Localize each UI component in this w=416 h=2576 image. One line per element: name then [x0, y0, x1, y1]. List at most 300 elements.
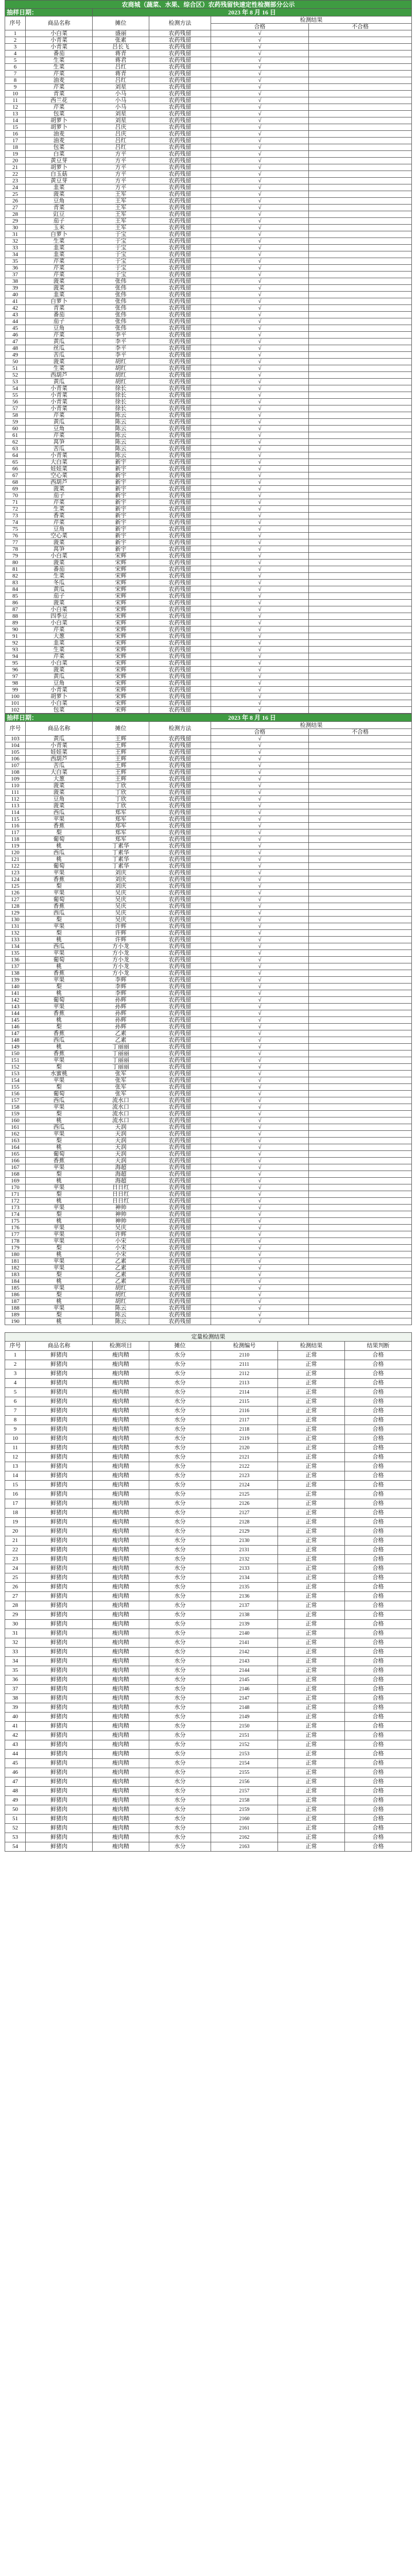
fail-mark: [309, 245, 412, 251]
col-header-no: 序号: [5, 722, 26, 736]
test-method: 农药残留: [149, 44, 211, 50]
table-row: [5, 1278, 412, 1285]
pass-mark: √: [211, 539, 309, 546]
quantitative-section-title: 定量检测结果: [5, 1333, 412, 1342]
table-row: [5, 499, 412, 506]
row-number: 33: [5, 245, 26, 251]
stall-name: 吕红: [93, 77, 149, 84]
row-number: 117: [5, 829, 26, 836]
fail-mark: [309, 593, 412, 600]
pass-mark: √: [211, 1097, 309, 1104]
fail-mark: [309, 977, 412, 984]
stall-name: 水分: [149, 1796, 211, 1805]
stall-name: 郑军: [93, 829, 149, 836]
test-method: 农药残留: [149, 1057, 211, 1064]
stall-name: 水分: [149, 1666, 211, 1675]
product-name: 桃: [26, 990, 93, 997]
test-method: 农药残留: [149, 1024, 211, 1030]
sample-number: 2135: [211, 1583, 278, 1592]
product-name: 油麦: [26, 131, 93, 138]
table-row: [5, 305, 412, 312]
stall-name: 水分: [149, 1481, 211, 1490]
row-number: 32: [5, 1638, 26, 1648]
product-name: 菠菜: [26, 539, 93, 546]
fail-mark: [309, 318, 412, 325]
stall-name: 胡红: [93, 379, 149, 385]
product-name: 葡萄: [26, 1091, 93, 1097]
stall-name: 王辉: [93, 776, 149, 783]
pass-mark: √: [211, 640, 309, 647]
sampling-date-label: 抽样日期：: [5, 9, 93, 16]
table-row: [5, 151, 412, 158]
pass-mark: √: [211, 412, 309, 419]
table-row: [5, 923, 412, 930]
stall-name: 小马: [93, 104, 149, 111]
product-name: 梨: [26, 1272, 93, 1278]
pass-mark: √: [211, 606, 309, 613]
pass-mark: √: [211, 446, 309, 452]
stall-name: 宋辉: [93, 680, 149, 687]
product-name: 菠菜: [26, 803, 93, 809]
stall-name: 陈云: [93, 1305, 149, 1312]
table-row: [5, 984, 412, 990]
table-row: [5, 680, 412, 687]
col-header-name: 商品名称: [26, 16, 93, 30]
stall-name: 水分: [149, 1425, 211, 1434]
result-judgement: 合格: [345, 1638, 412, 1648]
fail-mark: [309, 1017, 412, 1024]
test-method: 农药残留: [149, 606, 211, 613]
test-result: 正常: [278, 1444, 345, 1453]
pass-mark: √: [211, 896, 309, 903]
test-method: 农药残留: [149, 776, 211, 783]
test-method: 农药残留: [149, 365, 211, 372]
stall-name: 吕红: [93, 138, 149, 144]
stall-name: 丁丽丽: [93, 1044, 149, 1050]
row-number: 36: [5, 1675, 26, 1685]
row-number: 162: [5, 1131, 26, 1138]
fail-mark: [309, 312, 412, 318]
test-method: 农药残留: [149, 37, 211, 44]
stall-name: 神帅: [93, 1218, 149, 1225]
table-row: [5, 1675, 412, 1685]
fail-mark: [309, 97, 412, 104]
row-number: 83: [5, 580, 26, 586]
product-name: 莴笋: [26, 439, 93, 446]
test-method: 农药残留: [149, 238, 211, 245]
row-number: 115: [5, 816, 26, 823]
pass-mark: √: [211, 1292, 309, 1298]
test-item: 瘦肉精: [93, 1666, 149, 1675]
row-number: 100: [5, 693, 26, 700]
product-name: 胡萝卜: [26, 164, 93, 171]
table-row: [5, 963, 412, 970]
pass-mark: √: [211, 305, 309, 312]
stall-name: 水分: [149, 1573, 211, 1583]
product-name: 苹果: [26, 870, 93, 876]
test-result: 正常: [278, 1638, 345, 1648]
test-method: 农药残留: [149, 809, 211, 816]
table-row: [5, 1713, 412, 1722]
test-method: 农药残留: [149, 546, 211, 553]
row-number: 177: [5, 1231, 26, 1238]
row-number: 150: [5, 1050, 26, 1057]
test-result: 正常: [278, 1564, 345, 1573]
pass-mark: √: [211, 560, 309, 566]
test-method: 农药残留: [149, 184, 211, 191]
row-number: 18: [5, 1509, 26, 1518]
stall-name: 水分: [149, 1722, 211, 1731]
stall-name: 水分: [149, 1453, 211, 1462]
col-header-sample: 检测编号: [211, 1342, 278, 1351]
row-number: 158: [5, 1104, 26, 1111]
fail-mark: [309, 64, 412, 71]
pass-mark: √: [211, 1144, 309, 1151]
row-number: 54: [5, 1842, 26, 1852]
fail-mark: [309, 660, 412, 667]
row-number: 174: [5, 1211, 26, 1218]
pass-mark: √: [211, 459, 309, 466]
fail-mark: [309, 285, 412, 292]
table-row: [5, 580, 412, 586]
fail-mark: [309, 164, 412, 171]
test-result: 正常: [278, 1453, 345, 1462]
table-row: [5, 1444, 412, 1453]
pass-mark: √: [211, 1084, 309, 1091]
fail-mark: [309, 392, 412, 399]
fail-mark: [309, 580, 412, 586]
table-row: [5, 1601, 412, 1611]
fail-mark: [309, 1104, 412, 1111]
row-number: 69: [5, 486, 26, 493]
row-number: 40: [5, 1713, 26, 1722]
fail-mark: [309, 653, 412, 660]
test-method: 农药残留: [149, 426, 211, 432]
test-item: 瘦肉精: [93, 1351, 149, 1360]
product-name: 桃: [26, 1278, 93, 1285]
test-method: 农药残留: [149, 486, 211, 493]
product-name: 生菜: [26, 57, 93, 64]
table-row: [5, 1583, 412, 1592]
table-row: [5, 930, 412, 937]
test-result: 正常: [278, 1546, 345, 1555]
stall-name: 新宇: [93, 519, 149, 526]
test-method: 农药残留: [149, 580, 211, 586]
table-row: [5, 1245, 412, 1251]
table-row: [5, 71, 412, 77]
stall-name: 天润: [93, 1158, 149, 1164]
test-method: 农药残留: [149, 158, 211, 164]
fail-mark: [309, 71, 412, 77]
sample-number: 2147: [211, 1694, 278, 1703]
product-name: 鲜猪肉: [26, 1722, 93, 1731]
test-result: 正常: [278, 1824, 345, 1833]
fail-mark: [309, 539, 412, 546]
result-judgement: 合格: [345, 1481, 412, 1490]
test-method: 农药残留: [149, 1017, 211, 1024]
test-method: 农药残留: [149, 1091, 211, 1097]
stall-name: 宋辉: [93, 566, 149, 573]
pass-mark: √: [211, 151, 309, 158]
pass-mark: √: [211, 1091, 309, 1097]
test-method: 农药残留: [149, 479, 211, 486]
stall-name: 新宇: [93, 513, 149, 519]
product-name: 桃: [26, 1117, 93, 1124]
table-row: [5, 977, 412, 984]
result-judgement: 合格: [345, 1722, 412, 1731]
pass-mark: √: [211, 104, 309, 111]
pass-mark: √: [211, 452, 309, 459]
test-method: 农药残留: [149, 352, 211, 359]
fail-mark: [309, 104, 412, 111]
pass-mark: √: [211, 997, 309, 1004]
product-name: 菠菜: [26, 783, 93, 789]
pass-mark: √: [211, 439, 309, 446]
row-number: 12: [5, 104, 26, 111]
result-judgement: 合格: [345, 1805, 412, 1815]
table-row: [5, 184, 412, 191]
test-item: 瘦肉精: [93, 1527, 149, 1536]
fail-mark: [309, 1138, 412, 1144]
fail-mark: [309, 472, 412, 479]
result-judgement: 合格: [345, 1657, 412, 1666]
row-number: 103: [5, 736, 26, 742]
row-number: 50: [5, 359, 26, 365]
test-item: 瘦肉精: [93, 1518, 149, 1527]
pass-mark: √: [211, 1044, 309, 1050]
test-method: 农药残留: [149, 519, 211, 526]
fail-mark: [309, 1124, 412, 1131]
row-number: 12: [5, 1453, 26, 1462]
pass-mark: √: [211, 533, 309, 539]
row-number: 141: [5, 990, 26, 997]
result-judgement: 合格: [345, 1620, 412, 1629]
pass-mark: √: [211, 984, 309, 990]
stall-name: 新宇: [93, 486, 149, 493]
result-judgement: 合格: [345, 1740, 412, 1750]
row-number: 137: [5, 963, 26, 970]
test-result: 正常: [278, 1527, 345, 1536]
test-result: 正常: [278, 1360, 345, 1369]
test-method: 农药残留: [149, 225, 211, 231]
product-name: 鲜猪肉: [26, 1527, 93, 1536]
test-method: 农药残留: [149, 245, 211, 251]
test-method: 农药残留: [149, 796, 211, 803]
fail-mark: [309, 419, 412, 426]
fail-mark: [309, 1111, 412, 1117]
table-row: [5, 1703, 412, 1713]
row-number: 124: [5, 876, 26, 883]
sample-number: 2152: [211, 1740, 278, 1750]
pass-mark: √: [211, 238, 309, 245]
product-name: 生菜: [26, 365, 93, 372]
stall-name: 宋辉: [93, 700, 149, 707]
product-name: 鲜猪肉: [26, 1583, 93, 1592]
pass-mark: √: [211, 1024, 309, 1030]
table-row: [5, 769, 412, 776]
row-number: 82: [5, 573, 26, 580]
stall-name: 水分: [149, 1842, 211, 1852]
product-name: 茄子: [26, 318, 93, 325]
stall-name: 张伟: [93, 285, 149, 292]
test-method: 农药残留: [149, 1198, 211, 1205]
row-number: 118: [5, 836, 26, 843]
stall-name: 水分: [149, 1471, 211, 1481]
table-row: [5, 1010, 412, 1017]
product-name: 鲜猪肉: [26, 1453, 93, 1462]
table-row: [5, 325, 412, 332]
pass-mark: √: [211, 1124, 309, 1131]
table-row: [5, 265, 412, 272]
fail-mark: [309, 30, 412, 37]
stall-name: 孙辉: [93, 1017, 149, 1024]
row-number: 27: [5, 205, 26, 211]
pass-mark: √: [211, 1231, 309, 1238]
stall-name: 张伟: [93, 312, 149, 318]
col-header-fail: 不合格: [309, 729, 412, 736]
table-row: [5, 365, 412, 372]
row-number: 13: [5, 1462, 26, 1471]
table-row: [5, 566, 412, 573]
test-method: 农药残留: [149, 539, 211, 546]
result-judgement: 合格: [345, 1471, 412, 1481]
stall-name: 张伟: [93, 278, 149, 285]
stall-name: 徐长: [93, 392, 149, 399]
row-number: 89: [5, 620, 26, 626]
result-judgement: 合格: [345, 1564, 412, 1573]
pass-mark: √: [211, 917, 309, 923]
fail-mark: [309, 44, 412, 50]
sample-number: 2158: [211, 1796, 278, 1805]
test-method: 农药残留: [149, 1251, 211, 1258]
pass-mark: √: [211, 379, 309, 385]
pass-mark: √: [211, 124, 309, 131]
stall-name: 水分: [149, 1369, 211, 1379]
table-row: [5, 171, 412, 178]
row-number: 54: [5, 385, 26, 392]
fail-mark: [309, 1205, 412, 1211]
fail-mark: [309, 292, 412, 298]
stall-name: 新宇: [93, 546, 149, 553]
row-number: 17: [5, 138, 26, 144]
table-row: [5, 1218, 412, 1225]
result-judgement: 合格: [345, 1490, 412, 1499]
pass-mark: √: [211, 1184, 309, 1191]
stall-name: 水分: [149, 1833, 211, 1842]
row-number: 31: [5, 231, 26, 238]
pass-mark: √: [211, 1117, 309, 1124]
sample-number: 2114: [211, 1388, 278, 1397]
row-number: 91: [5, 633, 26, 640]
table-row: [5, 620, 412, 626]
product-name: 鲜猪肉: [26, 1611, 93, 1620]
table-row: [5, 1091, 412, 1097]
table-row: [5, 843, 412, 850]
product-name: 桃: [26, 937, 93, 943]
product-name: 桃: [26, 1298, 93, 1305]
test-item: 瘦肉精: [93, 1499, 149, 1509]
table-row: [5, 1416, 412, 1425]
test-method: 农药残留: [149, 318, 211, 325]
row-number: 38: [5, 1694, 26, 1703]
test-method: 农药残留: [149, 816, 211, 823]
pass-mark: √: [211, 91, 309, 97]
table-row: [5, 359, 412, 365]
fail-mark: [309, 1298, 412, 1305]
row-number: 10: [5, 1434, 26, 1444]
table-row: [5, 1796, 412, 1805]
test-item: 瘦肉精: [93, 1462, 149, 1471]
row-number: 159: [5, 1111, 26, 1117]
fail-mark: [309, 452, 412, 459]
product-name: 芹菜: [26, 71, 93, 77]
product-name: 生菜: [26, 238, 93, 245]
stall-name: 天润: [93, 1124, 149, 1131]
fail-mark: [309, 211, 412, 218]
table-row: [5, 111, 412, 117]
pass-mark: √: [211, 783, 309, 789]
product-name: 鲜猪肉: [26, 1406, 93, 1416]
test-item: 瘦肉精: [93, 1564, 149, 1573]
test-item: 瘦肉精: [93, 1573, 149, 1583]
table-row: [5, 789, 412, 796]
row-number: 149: [5, 1044, 26, 1050]
fail-mark: [309, 158, 412, 164]
table-row: [5, 506, 412, 513]
stall-name: 宋辉: [93, 653, 149, 660]
table-row: [5, 613, 412, 620]
test-method: 农药残留: [149, 742, 211, 749]
fail-mark: [309, 843, 412, 850]
row-number: 127: [5, 896, 26, 903]
fail-mark: [309, 984, 412, 990]
sample-number: 2118: [211, 1425, 278, 1434]
product-name: 西葫芦: [26, 756, 93, 762]
table-row: [5, 1151, 412, 1158]
sample-number: 2146: [211, 1685, 278, 1694]
product-name: 小青菜: [26, 742, 93, 749]
col-header-pass: 合格: [211, 24, 309, 30]
product-name: 鲜猪肉: [26, 1657, 93, 1666]
result-judgement: 合格: [345, 1518, 412, 1527]
test-result: 正常: [278, 1787, 345, 1796]
result-judgement: 合格: [345, 1777, 412, 1787]
product-name: 鲜猪肉: [26, 1481, 93, 1490]
fail-mark: [309, 332, 412, 338]
stall-name: 于宝: [93, 272, 149, 278]
test-result: 正常: [278, 1675, 345, 1685]
stall-name: 日日红: [93, 1191, 149, 1198]
product-name: 芹菜: [26, 258, 93, 265]
sample-number: 2122: [211, 1462, 278, 1471]
product-name: 豇豆: [26, 211, 93, 218]
product-name: 桃: [26, 963, 93, 970]
test-result: 正常: [278, 1722, 345, 1731]
stall-name: 水分: [149, 1360, 211, 1369]
report-title: 农商城（蔬菜、水果、综合区）农药残留快速定性检测部分公示: [5, 1, 412, 9]
stall-name: 方平: [93, 184, 149, 191]
row-number: 44: [5, 318, 26, 325]
product-name: 苹果: [26, 1285, 93, 1292]
product-name: 葡萄: [26, 863, 93, 870]
test-method: 农药残留: [149, 325, 211, 332]
table-row: [5, 472, 412, 479]
test-result: 正常: [278, 1406, 345, 1416]
test-result: 正常: [278, 1369, 345, 1379]
row-number: 151: [5, 1057, 26, 1064]
test-method: 农药残留: [149, 144, 211, 151]
stall-name: 宋辉: [93, 687, 149, 693]
